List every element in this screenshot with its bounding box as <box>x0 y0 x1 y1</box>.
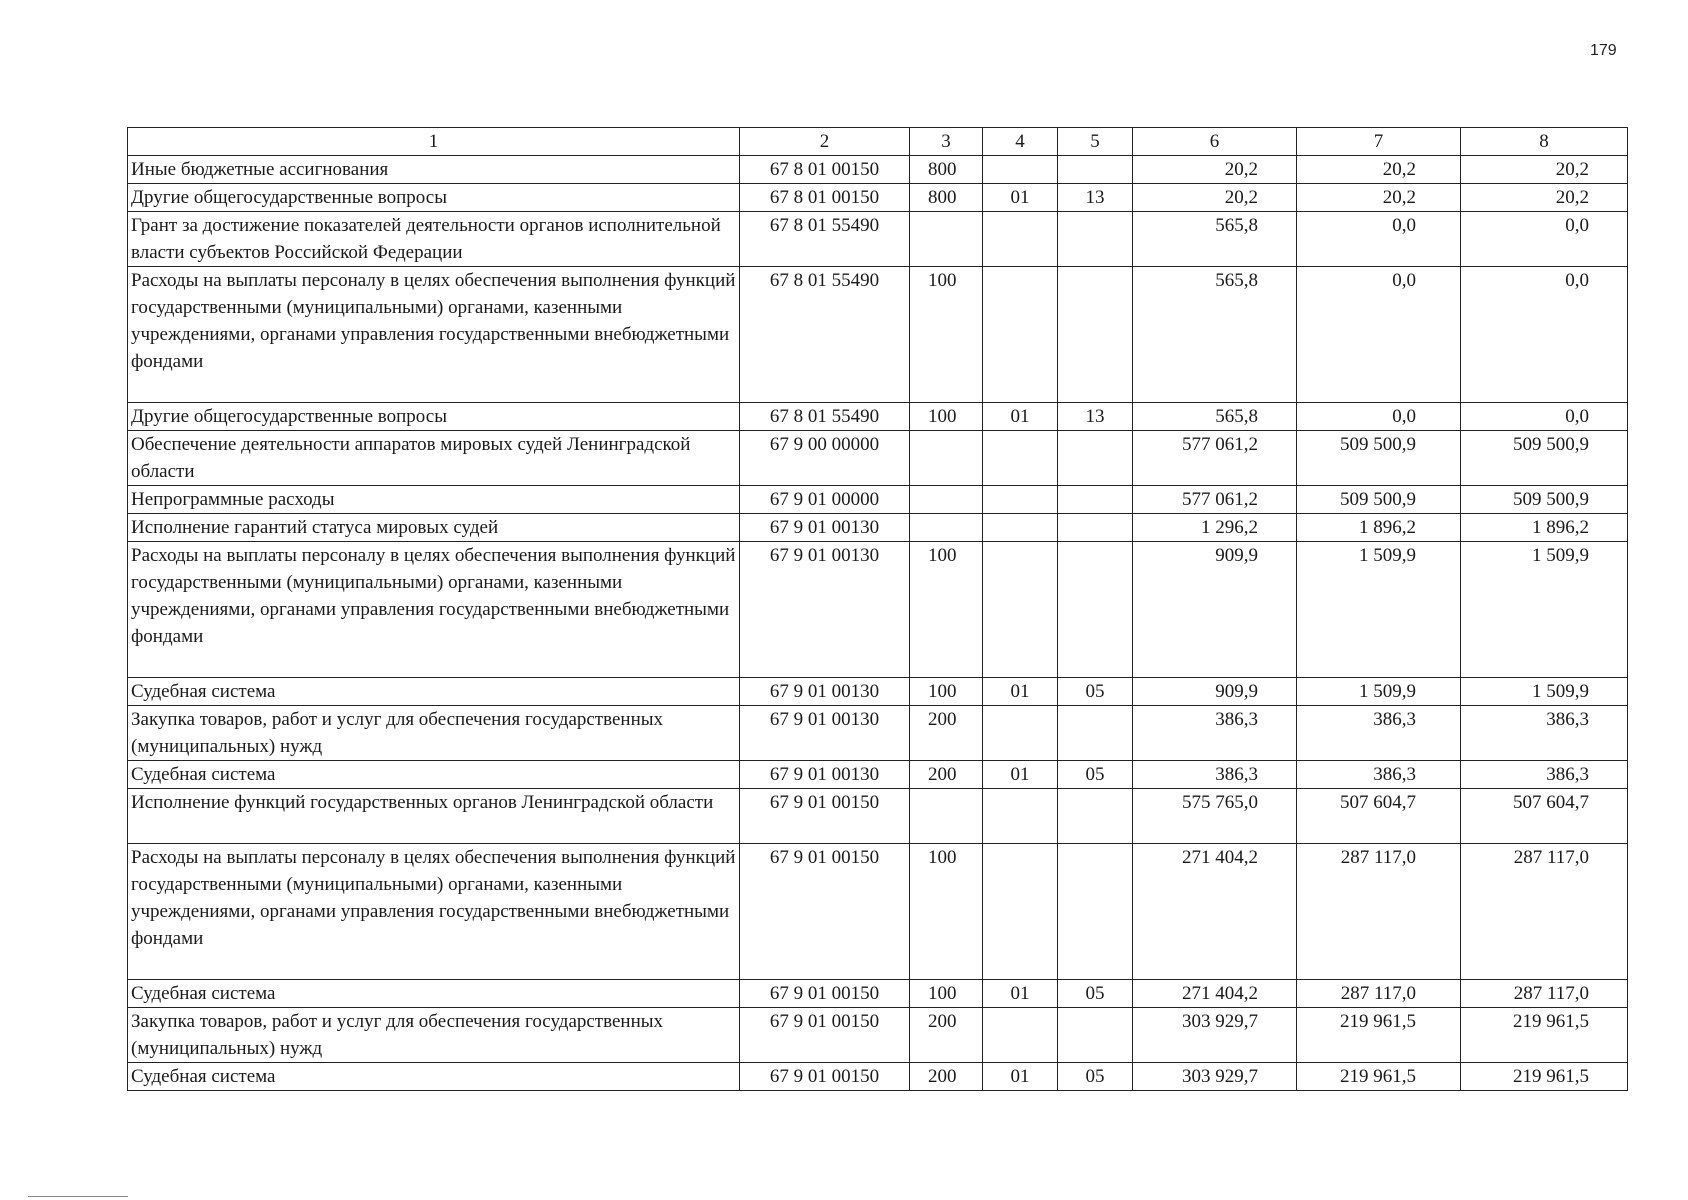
subsection-cell <box>1058 267 1133 403</box>
subsection-cell <box>1058 486 1133 514</box>
amount-col7-cell: 20,2 <box>1297 156 1461 184</box>
item-name-cell: Расходы на выплаты персоналу в целях обеспечения выполнения функций государственными (муниципальными) органами, казенными учреждениями, органами управления государственными внебюджетными фондами <box>128 267 740 403</box>
table-row <box>128 212 1628 267</box>
subsection-cell <box>1058 706 1133 761</box>
amount-col8-cell: 1 509,9 <box>1461 542 1628 678</box>
amount-col7-cell: 1 896,2 <box>1297 514 1461 542</box>
target-code-cell: 67 9 01 00150 <box>740 1063 910 1091</box>
amount-col8-cell: 219 961,5 <box>1461 1008 1628 1063</box>
target-code-cell: 67 9 00 00000 <box>740 431 910 486</box>
expense-type-cell: 100 <box>910 678 983 706</box>
amount-col7-cell: 287 117,0 <box>1297 980 1461 1008</box>
amount-col8-cell: 287 117,0 <box>1461 844 1628 980</box>
expense-type-cell: 200 <box>910 1008 983 1063</box>
amount-col6-cell: 386,3 <box>1133 706 1297 761</box>
subsection-cell <box>1058 212 1133 267</box>
expense-type-cell <box>910 514 983 542</box>
amount-col6-cell: 575 765,0 <box>1133 789 1297 844</box>
section-cell: 01 <box>983 761 1058 789</box>
target-code-cell: 67 9 01 00130 <box>740 761 910 789</box>
expense-type-cell: 200 <box>910 761 983 789</box>
item-name-cell: Судебная система <box>128 761 740 789</box>
amount-col6-cell: 303 929,7 <box>1133 1008 1297 1063</box>
subsection-cell: 05 <box>1058 1063 1133 1091</box>
table-row <box>128 678 1628 706</box>
table-row <box>128 706 1628 761</box>
budget-table <box>127 127 1628 1091</box>
section-cell <box>983 431 1058 486</box>
amount-col7-cell: 386,3 <box>1297 706 1461 761</box>
expense-type-cell <box>910 789 983 844</box>
amount-col6-cell: 1 296,2 <box>1133 514 1297 542</box>
section-cell <box>983 514 1058 542</box>
target-code-cell: 67 8 01 00150 <box>740 184 910 212</box>
amount-col8-cell: 0,0 <box>1461 212 1628 267</box>
table-row <box>128 514 1628 542</box>
expense-type-cell: 100 <box>910 844 983 980</box>
subsection-cell <box>1058 431 1133 486</box>
amount-col8-cell: 20,2 <box>1461 156 1628 184</box>
subsection-cell <box>1058 514 1133 542</box>
amount-col7-cell: 0,0 <box>1297 267 1461 403</box>
item-name-cell: Грант за достижение показателей деятельности органов исполнительной власти субъектов Российской Федерации <box>128 212 740 267</box>
subsection-cell <box>1058 789 1133 844</box>
expense-type-cell: 200 <box>910 706 983 761</box>
amount-col8-cell: 1 896,2 <box>1461 514 1628 542</box>
amount-col8-cell: 386,3 <box>1461 706 1628 761</box>
amount-col6-cell: 565,8 <box>1133 212 1297 267</box>
target-code-cell: 67 8 01 55490 <box>740 212 910 267</box>
subsection-cell: 05 <box>1058 678 1133 706</box>
amount-col6-cell: 909,9 <box>1133 542 1297 678</box>
header-row <box>128 128 1628 156</box>
amount-col6-cell: 577 061,2 <box>1133 431 1297 486</box>
amount-col6-cell: 386,3 <box>1133 761 1297 789</box>
amount-col6-cell: 577 061,2 <box>1133 486 1297 514</box>
section-cell: 01 <box>983 980 1058 1008</box>
item-name-cell: Расходы на выплаты персоналу в целях обеспечения выполнения функций государственными (муниципальными) органами, казенными учреждениями, органами управления государственными внебюджетными фондами <box>128 542 740 678</box>
amount-col8-cell: 0,0 <box>1461 403 1628 431</box>
item-name-cell: Непрограммные расходы <box>128 486 740 514</box>
expense-type-cell: 100 <box>910 403 983 431</box>
section-cell: 01 <box>983 403 1058 431</box>
section-cell: 01 <box>983 678 1058 706</box>
amount-col6-cell: 20,2 <box>1133 184 1297 212</box>
header-cell: 7 <box>1297 128 1461 156</box>
amount-col7-cell: 1 509,9 <box>1297 542 1461 678</box>
table-row <box>128 789 1628 844</box>
table-row <box>128 431 1628 486</box>
table-row <box>128 1008 1628 1063</box>
page-number: 179 <box>1590 42 1617 59</box>
header-cell: 8 <box>1461 128 1628 156</box>
expense-type-cell: 800 <box>910 156 983 184</box>
header-cell: 5 <box>1058 128 1133 156</box>
amount-col7-cell: 509 500,9 <box>1297 431 1461 486</box>
amount-col7-cell: 509 500,9 <box>1297 486 1461 514</box>
header-cell: 2 <box>740 128 910 156</box>
item-name-cell: Другие общегосударственные вопросы <box>128 403 740 431</box>
subsection-cell <box>1058 1008 1133 1063</box>
section-cell <box>983 789 1058 844</box>
table-row <box>128 761 1628 789</box>
amount-col7-cell: 287 117,0 <box>1297 844 1461 980</box>
item-name-cell: Судебная система <box>128 1063 740 1091</box>
amount-col6-cell: 565,8 <box>1133 267 1297 403</box>
expense-type-cell <box>910 431 983 486</box>
subsection-cell <box>1058 844 1133 980</box>
expense-type-cell: 800 <box>910 184 983 212</box>
header-cell: 6 <box>1133 128 1297 156</box>
item-name-cell: Расходы на выплаты персоналу в целях обеспечения выполнения функций государственными (муниципальными) органами, казенными учреждениями, органами управления государственными внебюджетными фондами <box>128 844 740 980</box>
amount-col6-cell: 303 929,7 <box>1133 1063 1297 1091</box>
amount-col6-cell: 909,9 <box>1133 678 1297 706</box>
subsection-cell: 13 <box>1058 184 1133 212</box>
target-code-cell: 67 9 01 00150 <box>740 980 910 1008</box>
amount-col8-cell: 219 961,5 <box>1461 1063 1628 1091</box>
expense-type-cell: 100 <box>910 267 983 403</box>
item-name-cell: Закупка товаров, работ и услуг для обеспечения государственных (муниципальных) нужд <box>128 706 740 761</box>
header-cell: 1 <box>128 128 740 156</box>
header-cell: 4 <box>983 128 1058 156</box>
expense-type-cell: 100 <box>910 980 983 1008</box>
section-cell: 01 <box>983 1063 1058 1091</box>
amount-col8-cell: 1 509,9 <box>1461 678 1628 706</box>
subsection-cell: 05 <box>1058 761 1133 789</box>
item-name-cell: Исполнение гарантий статуса мировых судей <box>128 514 740 542</box>
amount-col8-cell: 0,0 <box>1461 267 1628 403</box>
expense-type-cell <box>910 212 983 267</box>
amount-col6-cell: 565,8 <box>1133 403 1297 431</box>
amount-col7-cell: 1 509,9 <box>1297 678 1461 706</box>
item-name-cell: Иные бюджетные ассигнования <box>128 156 740 184</box>
table-row <box>128 156 1628 184</box>
target-code-cell: 67 9 01 00150 <box>740 1008 910 1063</box>
item-name-cell: Обеспечение деятельности аппаратов мировых судей Ленинградской области <box>128 431 740 486</box>
target-code-cell: 67 9 01 00000 <box>740 486 910 514</box>
table-body <box>128 128 1628 1091</box>
table-row <box>128 403 1628 431</box>
table-row <box>128 844 1628 980</box>
header-cell: 3 <box>910 128 983 156</box>
amount-col6-cell: 271 404,2 <box>1133 980 1297 1008</box>
amount-col8-cell: 507 604,7 <box>1461 789 1628 844</box>
amount-col8-cell: 386,3 <box>1461 761 1628 789</box>
item-name-cell: Другие общегосударственные вопросы <box>128 184 740 212</box>
target-code-cell: 67 9 01 00150 <box>740 789 910 844</box>
amount-col7-cell: 219 961,5 <box>1297 1063 1461 1091</box>
amount-col7-cell: 507 604,7 <box>1297 789 1461 844</box>
expense-type-cell: 100 <box>910 542 983 678</box>
amount-col6-cell: 20,2 <box>1133 156 1297 184</box>
subsection-cell: 13 <box>1058 403 1133 431</box>
section-cell <box>983 486 1058 514</box>
target-code-cell: 67 9 01 00130 <box>740 542 910 678</box>
section-cell <box>983 706 1058 761</box>
table-row <box>128 486 1628 514</box>
item-name-cell: Судебная система <box>128 678 740 706</box>
amount-col8-cell: 509 500,9 <box>1461 486 1628 514</box>
amount-col7-cell: 0,0 <box>1297 212 1461 267</box>
section-cell <box>983 1008 1058 1063</box>
section-cell <box>983 267 1058 403</box>
amount-col8-cell: 287 117,0 <box>1461 980 1628 1008</box>
section-cell <box>983 212 1058 267</box>
amount-col7-cell: 20,2 <box>1297 184 1461 212</box>
section-cell <box>983 844 1058 980</box>
section-cell <box>983 542 1058 678</box>
footer-rule <box>28 1196 128 1197</box>
expense-type-cell <box>910 486 983 514</box>
target-code-cell: 67 9 01 00130 <box>740 678 910 706</box>
target-code-cell: 67 9 01 00130 <box>740 514 910 542</box>
table-row <box>128 542 1628 678</box>
subsection-cell <box>1058 156 1133 184</box>
subsection-cell: 05 <box>1058 980 1133 1008</box>
target-code-cell: 67 8 01 55490 <box>740 403 910 431</box>
target-code-cell: 67 9 01 00150 <box>740 844 910 980</box>
amount-col7-cell: 0,0 <box>1297 403 1461 431</box>
expense-type-cell: 200 <box>910 1063 983 1091</box>
amount-col7-cell: 219 961,5 <box>1297 1008 1461 1063</box>
table-row <box>128 1063 1628 1091</box>
target-code-cell: 67 8 01 55490 <box>740 267 910 403</box>
amount-col8-cell: 509 500,9 <box>1461 431 1628 486</box>
section-cell <box>983 156 1058 184</box>
subsection-cell <box>1058 542 1133 678</box>
item-name-cell: Исполнение функций государственных органов Ленинградской области <box>128 789 740 844</box>
amount-col7-cell: 386,3 <box>1297 761 1461 789</box>
section-cell: 01 <box>983 184 1058 212</box>
target-code-cell: 67 8 01 00150 <box>740 156 910 184</box>
amount-col8-cell: 20,2 <box>1461 184 1628 212</box>
item-name-cell: Судебная система <box>128 980 740 1008</box>
target-code-cell: 67 9 01 00130 <box>740 706 910 761</box>
table-row <box>128 980 1628 1008</box>
amount-col6-cell: 271 404,2 <box>1133 844 1297 980</box>
item-name-cell: Закупка товаров, работ и услуг для обеспечения государственных (муниципальных) нужд <box>128 1008 740 1063</box>
table-row <box>128 267 1628 403</box>
table-row <box>128 184 1628 212</box>
